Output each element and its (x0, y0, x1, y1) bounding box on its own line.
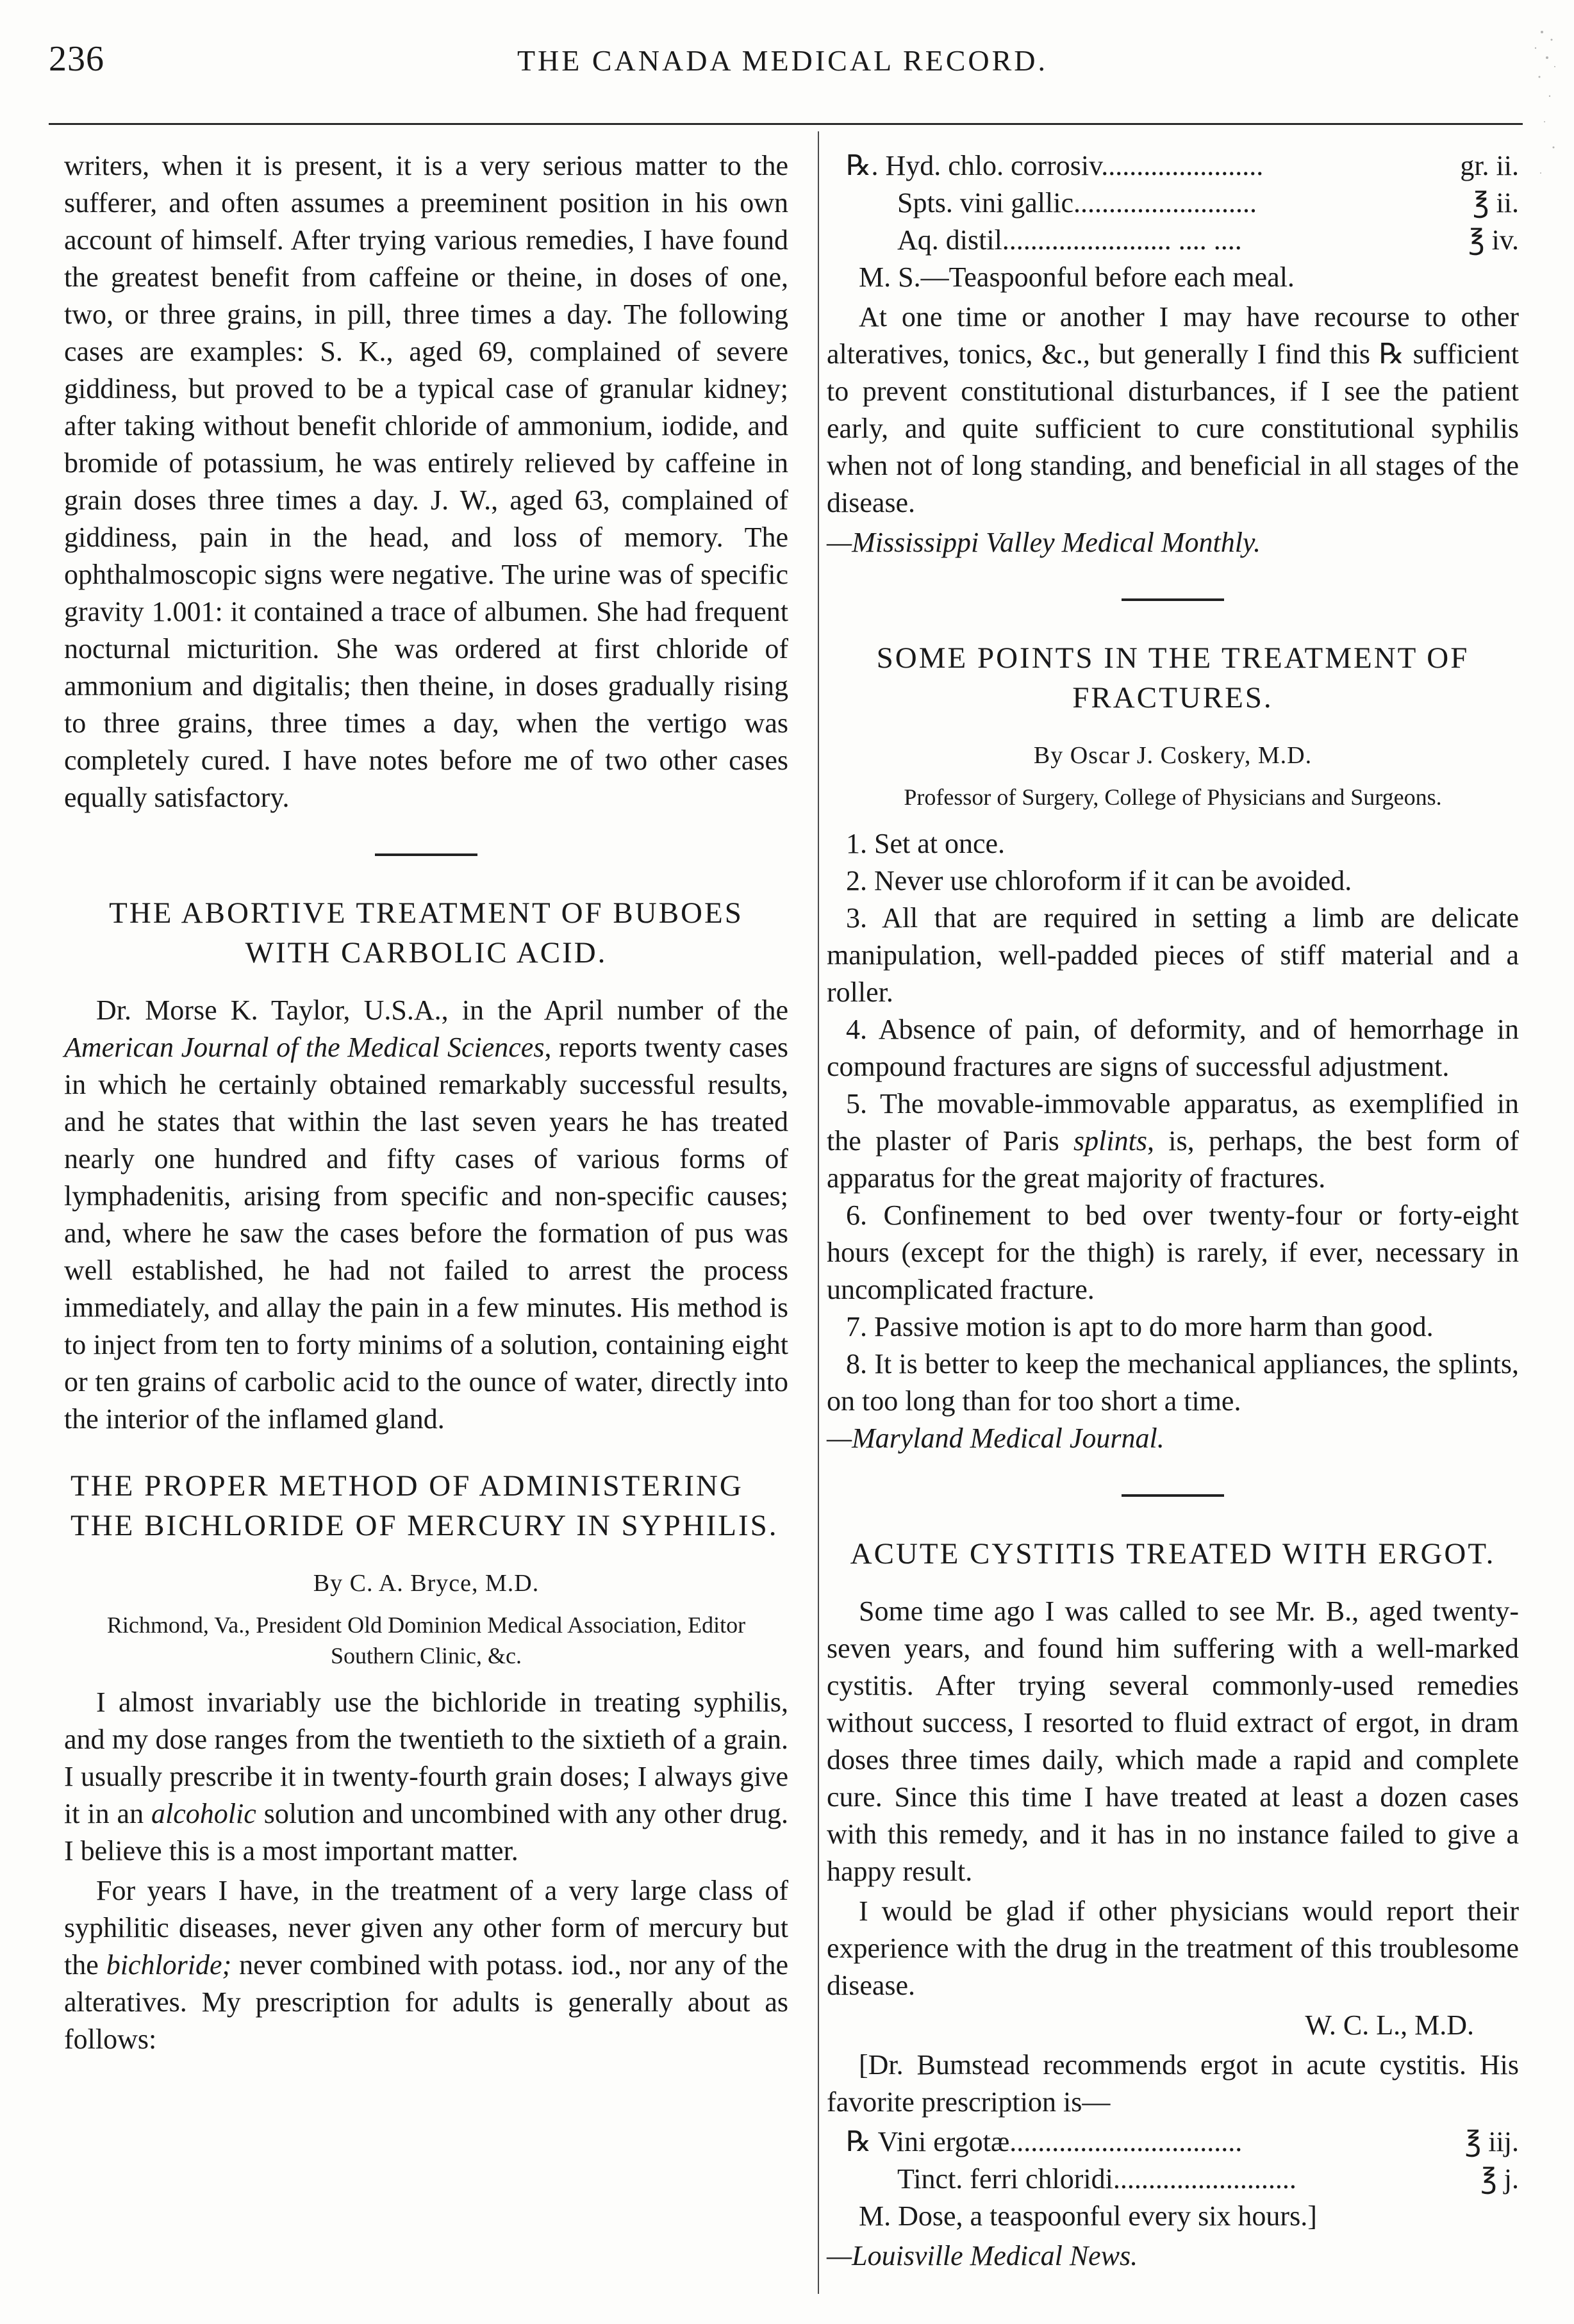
source-citation: —Mississippi Valley Medical Monthly. (827, 527, 1261, 558)
list-item: 8. It is better to keep the mechanical appliances, the splints, on too long than for too short a time. (827, 1348, 1519, 1417)
running-head (49, 38, 1516, 96)
list-item: 2. Never use chloroform if it can be avoided. (846, 865, 1352, 896)
bichloride-p1-a: I almost invariably use the bichloride in treating syphilis, and my dose ranges from the twentieth to the sixtieth of a grain. I usually prescribe it in twenty-fourth grain doses; I always give it in an (64, 1686, 788, 1829)
journal-name: American Journal of the Medical Sciences (64, 1032, 545, 1063)
rx-quantity: ℥ iij. (1464, 2126, 1519, 2157)
list-item (827, 1085, 1519, 1197)
journal-title: THE CANADA MEDICAL RECORD. (517, 44, 1048, 77)
bichloride-p2-b: never combined with potass. iod., nor any of the alteratives. My prescription for adults is generally about as follows: (64, 1949, 788, 2055)
rx-ingredient: Spts. vini gallic.......................... (897, 187, 1257, 218)
bichloride-paragraph-1 (64, 1684, 788, 1870)
list-item: 7. Passive motion is apt to do more harm than good. (846, 1311, 1434, 1342)
buboes-body-part2: , reports twenty cases in which he certainly obtained remarkably successful results, and he states that within the last seven years he has treated nearly one hundred and fifty cases of various forms of lymphadenitis, arising from specific and non-specific causes; and, where he saw the cases before the formation of pus was well established, he had not failed to arrest the process immediately, and allay the pain in a few minutes. His method is to inject from ten to forty minims of a solution, containing eight or ten grains of carbolic acid to the ounce of water, directly into the interior of the inflamed gland. (64, 1032, 788, 1435)
byline-bryce: By C. A. Bryce, M.D. (313, 1570, 540, 1597)
buboes-body-part1: Dr. Morse K. Taylor, U.S.A., in the April number of the (96, 994, 788, 1026)
rx-commentary: At one time or another I may have recourse to other alteratives, tonics, &c., but generally I find this ℞ sufficient to prevent constitutional disturbances, if I see the patient early, and quite sufficient to cure constitutional syphilis when not of long standing, and beneficial in all stages of the disease. (827, 301, 1519, 518)
rx-quantity: gr. ii. (1460, 150, 1519, 181)
affiliation-bryce: Richmond, Va., President Old Dominion Medical Association, Editor Southern Clinic, &c. (106, 1612, 746, 1669)
rx-directions: M. Dose, a teaspoonful every six hours.] (859, 2200, 1317, 2232)
author-signature: W. C. L., M.D. (1305, 2009, 1474, 2041)
continued-paragraph: writers, when it is present, it is a very serious matter to the sufferer, and often assumes a preeminent position in his own account of himself. After trying various remedies, I have found the greatest benefit from caffeine or theine, in doses of one, two, or three grains, in pill, three times a day. The following cases are examples: S. K., aged 69, complained of severe giddiness, but proved to be a typical case of granular kidney; after taking without benefit chloride of ammonium, iodide, and bromide of potassium, he was entirely relieved by caffeine in grain doses three times a day. J. W., aged 63, complained of giddiness, pain in the head, and loss of memory. The ophthalmoscopic signs were negative. The urine was of specific gravity 1.001: it contained a trace of albumen. She had frequent nocturnal micturition. She was ordered at first chloride of ammonium and digitalis; then theine, in doses gradually rising to three grains, three times a day, when the vertigo was completely cured. I have notes before me of two other cases equally satisfactory. (64, 150, 788, 813)
rx-ingredient: ℞. Hyd. chlo. corrosiv....................... (846, 150, 1264, 181)
cystitis-paragraph-1: Some time ago I was called to see Mr. B., aged twenty-seven years, and found him suffering with a well-marked cystitis. After trying several commonly-used remedies without success, I resorted to fluid extract of ergot, in dram doses three times daily, which made a rapid and complete cure. Since this time I have treated at least a dozen cases with this remedy, and it has in no instance failed to give a happy result. (827, 1595, 1519, 1887)
list-item: 1. Set at once. (846, 828, 1006, 859)
rx-directions: M. S.—Teaspoonful before each meal. (859, 261, 1295, 293)
list-item: 4. Absence of pain, of deformity, and of hemorrhage in compound fractures are signs of successful adjustment. (827, 1014, 1519, 1082)
bichloride-p1-b: solution and uncombined with any other drug. I believe this is a most important matter. (64, 1798, 788, 1867)
cystitis-paragraph-2: I would be glad if other physicians would report their experience with the drug in the treatment of this troublesome disease. (827, 1895, 1519, 2001)
prescription-block-1 (827, 147, 1519, 259)
article-title-fractures: SOME POINTS IN THE TREATMENT OF FRACTURES. (876, 641, 1470, 714)
source-citation: —Maryland Medical Journal. (827, 1422, 1164, 1454)
prescription-block-2 (827, 2123, 1519, 2198)
rx-ingredient: Tinct. ferri chloridi.......................... (897, 2163, 1296, 2195)
rx-ingredient: Aq. distil........................ .... .... (897, 224, 1242, 256)
rx-line (846, 222, 1519, 259)
bichloride-p2-em: bichloride; (106, 1949, 232, 1981)
left-column (64, 147, 788, 2061)
article-title-buboes: THE ABORTIVE TREATMENT OF BUBOES WITH CARBOLIC ACID. (109, 896, 743, 969)
column-divider (818, 131, 819, 2294)
article-title-bichloride: THE PROPER METHOD OF ADMINISTERING THE BICHLORIDE OF MERCURY IN SYPHILIS. (70, 1469, 779, 1542)
list-item-5-a: 5. The movable-immovable apparatus, as exemplified in the plaster of Paris (827, 1088, 1519, 1157)
rx-line (846, 147, 1519, 185)
list-item-5-em: splints (1073, 1125, 1147, 1157)
list-item: 6. Confinement to bed over twenty-four or forty-eight hours (except for the thigh) is rarely, if ever, necessary in uncomplicated fracture. (827, 1199, 1519, 1305)
editor-note: [Dr. Bumstead recommends ergot in acute cystitis. His favorite prescription is— (827, 2049, 1519, 2118)
section-rule (1122, 1494, 1224, 1497)
scan-speckle-decoration (1491, 26, 1561, 192)
rx-quantity: ℥ iv. (1468, 224, 1519, 256)
bichloride-paragraph-2 (64, 1872, 788, 2058)
rx-line (846, 185, 1519, 222)
bichloride-p1-em: alcoholic (151, 1798, 256, 1829)
rx-line (846, 2123, 1519, 2161)
header-rule (49, 123, 1523, 125)
rx-quantity: ℥ j. (1480, 2163, 1519, 2195)
right-column (827, 147, 1519, 2275)
list-item: 3. All that are required in setting a limb are delicate manipulation, well-padded pieces of stiff material and a roller. (827, 902, 1519, 1008)
section-rule (375, 853, 477, 856)
affiliation-coskery: Professor of Surgery, College of Physicians and Surgeons. (904, 784, 1442, 810)
byline-coskery: By Oscar J. Coskery, M.D. (1033, 742, 1313, 769)
article-title-cystitis: ACUTE CYSTITIS TREATED WITH ERGOT. (850, 1537, 1496, 1570)
list-item-5-b: , is, perhaps, the best form of apparatus for the great majority of fractures. (827, 1125, 1519, 1194)
rx-quantity: ℥ ii. (1473, 187, 1519, 218)
buboes-body (64, 992, 788, 1438)
source-citation: —Louisville Medical News. (827, 2240, 1138, 2271)
page-number: 236 (49, 39, 104, 79)
bichloride-p2-a: For years I have, in the treatment of a very large class of syphilitic diseases, never given any other form of mercury but the (64, 1875, 788, 1981)
rx-ingredient: ℞ Vini ergotæ................................. (846, 2126, 1243, 2157)
section-rule (1122, 598, 1224, 601)
rx-line (846, 2161, 1519, 2198)
